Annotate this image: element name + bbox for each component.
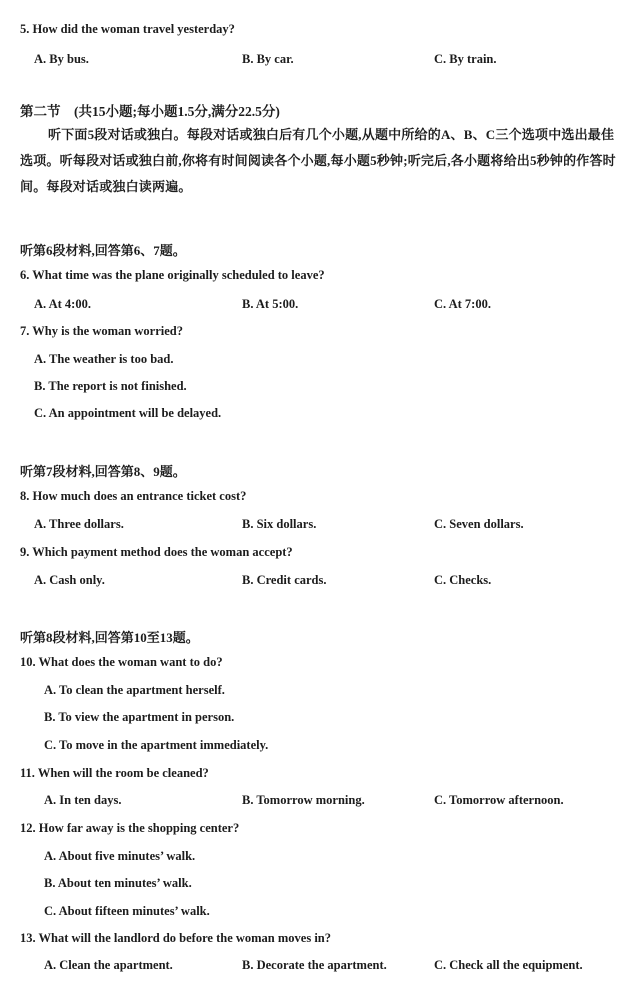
material-6-context: 听第6段材料,回答第6、7题。: [20, 243, 186, 258]
option-13c: C. Check all the equipment.: [434, 958, 583, 972]
option-7a: A. The weather is too bad.: [34, 352, 174, 366]
question-7: 7. Why is the woman worried?: [20, 324, 183, 338]
option-12c: C. About fifteen minutes’ walk.: [44, 904, 210, 918]
option-5b: B. By car.: [242, 52, 294, 66]
option-10a: A. To clean the apartment herself.: [44, 683, 225, 697]
option-12b: B. About ten minutes’ walk.: [44, 876, 192, 890]
section-2-heading: 第二节 (共15小题;每小题1.5分,满分22.5分): [20, 104, 280, 119]
question-5: 5. How did the woman travel yesterday?: [20, 22, 235, 36]
option-12a: A. About five minutes’ walk.: [44, 849, 196, 863]
material-7-context: 听第7段材料,回答第8、9题。: [20, 464, 186, 479]
option-7b: B. The report is not finished.: [34, 379, 187, 393]
question-11: 11. When will the room be cleaned?: [20, 766, 209, 780]
option-11a: A. In ten days.: [44, 793, 122, 807]
material-8-context: 听第8段材料,回答第10至13题。: [20, 630, 199, 645]
question-8: 8. How much does an entrance ticket cost?: [20, 489, 247, 503]
option-10c: C. To move in the apartment immediately.: [44, 738, 269, 752]
option-8b: B. Six dollars.: [242, 517, 317, 531]
option-7c: C. An appointment will be delayed.: [34, 406, 222, 420]
option-5a: A. By bus.: [34, 52, 89, 66]
option-8a: A. Three dollars.: [34, 517, 124, 531]
question-9: 9. Which payment method does the woman accept?: [20, 545, 293, 559]
option-9b: B. Credit cards.: [242, 573, 327, 587]
option-9c: C. Checks.: [434, 573, 492, 587]
question-13: 13. What will the landlord do before the woman moves in?: [20, 931, 332, 945]
question-6: 6. What time was the plane originally scheduled to leave?: [20, 268, 325, 282]
option-10b: B. To view the apartment in person.: [44, 710, 235, 724]
option-13a: A. Clean the apartment.: [44, 958, 173, 972]
option-11c: C. Tomorrow afternoon.: [434, 793, 564, 807]
option-13b: B. Decorate the apartment.: [242, 958, 387, 972]
option-8c: C. Seven dollars.: [434, 517, 524, 531]
option-6b: B. At 5:00.: [242, 297, 299, 311]
option-6c: C. At 7:00.: [434, 297, 491, 311]
option-9a: A. Cash only.: [34, 573, 105, 587]
option-5c: C. By train.: [434, 52, 497, 66]
option-6a: A. At 4:00.: [34, 297, 91, 311]
section-2-instructions: 听下面5段对话或独白。每段对话或独白后有几个小题,从题中所给的A、B、C三个选项中选出最佳选项。听每段对话或独白前,你将有时间阅读各个小题,每小题5秒钟;听完后,各小题将给出5秒钟的作答时间。每段对话或独白读两遍。: [20, 127, 616, 194]
option-11b: B. Tomorrow morning.: [242, 793, 365, 807]
question-10: 10. What does the woman want to do?: [20, 655, 223, 669]
question-12: 12. How far away is the shopping center?: [20, 821, 240, 835]
